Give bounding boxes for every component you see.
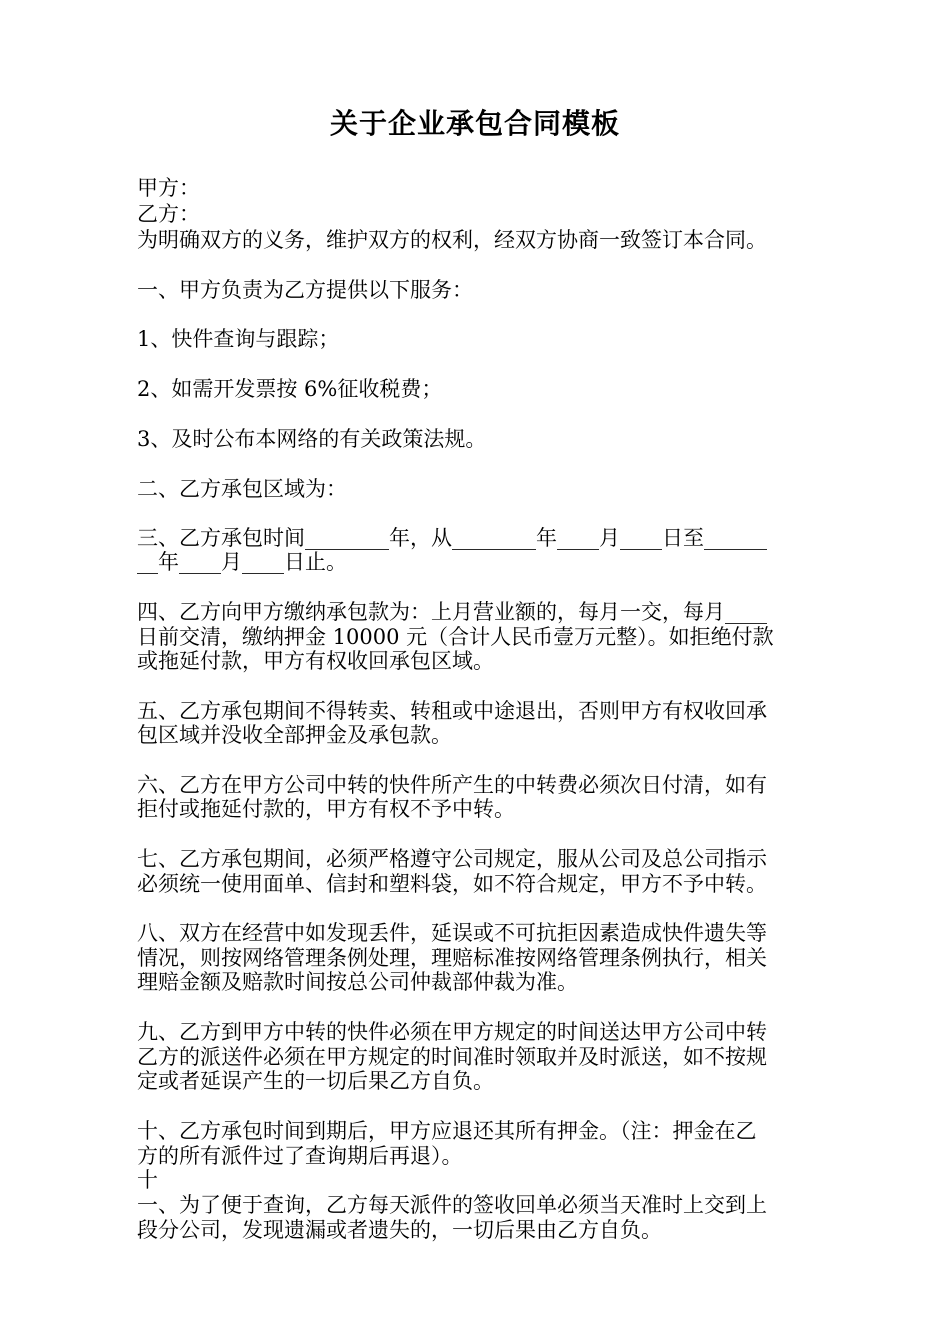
section-7-line-2: 必须统一使用面单、信封和塑料袋，如不符合规定，甲方不予中转。 bbox=[137, 872, 767, 896]
section-1-item-2: 2、如需开发票按 6%征收税费； bbox=[137, 377, 443, 401]
section-2: 二、乙方承包区域为： bbox=[137, 477, 347, 501]
section-1-heading: 一、甲方负责为乙方提供以下服务： bbox=[137, 278, 473, 302]
section-8-line-1: 八、双方在经营中如发现丢件，延误或不可抗拒因素造成快件遗失等 bbox=[137, 921, 767, 945]
section-6-line-2: 拒付或拖延付款的，甲方有权不予中转。 bbox=[137, 797, 515, 821]
section-11-line-2: 段分公司，发现遗漏或者遗失的，一切后果由乙方自负。 bbox=[137, 1218, 662, 1242]
section-4-line-1: 四、乙方向甲方缴纳承包款为：上月营业额的，每月一交，每月____ bbox=[137, 600, 767, 624]
section-10-line-1: 十、乙方承包时间到期后，甲方应退还其所有押金。（注：押金在乙 bbox=[137, 1119, 757, 1143]
section-5-line-2: 包区域并没收全部押金及承包款。 bbox=[137, 723, 452, 747]
section-3-line-2: __年____月____日止。 bbox=[137, 550, 347, 574]
party-b-label: 乙方： bbox=[137, 202, 200, 226]
section-11-line-1: 一、为了便于查询，乙方每天派件的签收回单必须当天准时上交到上 bbox=[137, 1193, 767, 1217]
section-1-item-1: 1、快件查询与跟踪； bbox=[137, 327, 340, 351]
section-3-line-1: 三、乙方承包时间________年，从________年____月____日至______ bbox=[137, 526, 767, 550]
section-9-line-3: 定或者延误产生的一切后果乙方自负。 bbox=[137, 1069, 494, 1093]
section-10-line-2: 方的所有派件过了查询期后再退）。 bbox=[137, 1144, 463, 1168]
section-4-line-3: 或拖延付款，甲方有权收回承包区域。 bbox=[137, 649, 494, 673]
section-4-line-2: 日前交清，缴纳押金 10000 元（合计人民币壹万元整）。如拒绝付款 bbox=[137, 625, 774, 649]
section-11-marker: 十 bbox=[137, 1168, 158, 1192]
section-8-line-2: 情况，则按网络管理条例处理，理赔标准按网络管理条例执行，相关 bbox=[137, 946, 767, 970]
section-9-line-2: 乙方的派送件必须在甲方规定的时间准时领取并及时派送，如不按规 bbox=[137, 1045, 767, 1069]
section-5-line-1: 五、乙方承包期间不得转卖、转租或中途退出，否则甲方有权收回承 bbox=[137, 699, 767, 723]
section-7-line-1: 七、乙方承包期间，必须严格遵守公司规定，服从公司及总公司指示 bbox=[137, 847, 767, 871]
document-title: 关于企业承包合同模板 bbox=[329, 107, 620, 140]
section-8-line-3: 理赔金额及赔款时间按总公司仲裁部仲裁为准。 bbox=[137, 970, 578, 994]
section-1-item-3: 3、及时公布本网络的有关政策法规。 bbox=[137, 427, 487, 451]
intro-paragraph: 为明确双方的义务，维护双方的权利，经双方协商一致签订本合同。 bbox=[137, 228, 767, 252]
section-9-line-1: 九、乙方到甲方中转的快件必须在甲方规定的时间送达甲方公司中转 bbox=[137, 1020, 767, 1044]
party-a-label: 甲方： bbox=[137, 176, 200, 200]
section-6-line-1: 六、乙方在甲方公司中转的快件所产生的中转费必须次日付清，如有 bbox=[137, 773, 767, 797]
